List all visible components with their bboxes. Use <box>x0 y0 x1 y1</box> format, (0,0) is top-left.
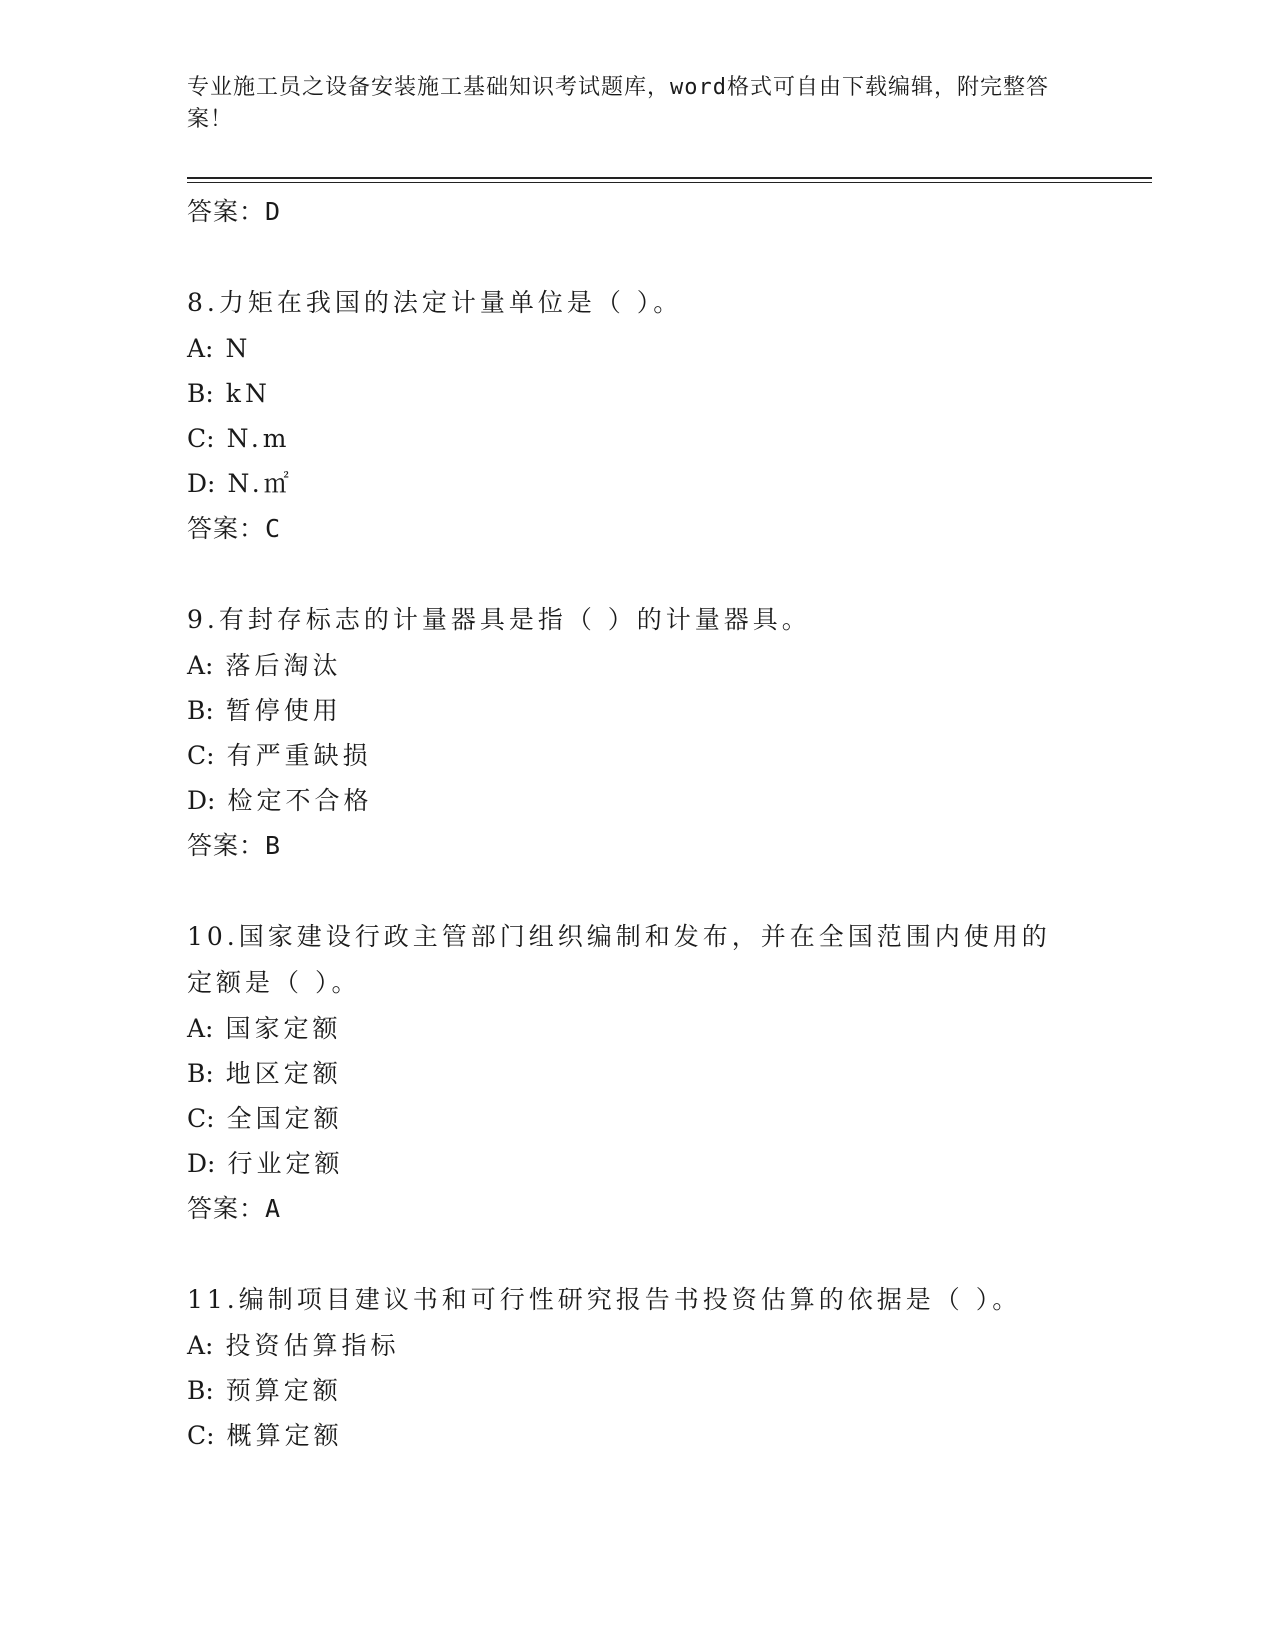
answer-label: 答案： <box>187 1194 266 1223</box>
option-d: D: 行业定额 <box>187 1149 344 1178</box>
answer-label: 答案： <box>187 197 266 226</box>
option-a: A: 落后淘汰 <box>187 651 342 680</box>
answer-line <box>187 823 1087 869</box>
question-stem: 11.编制项目建议书和可行性研究报告书投资估算的依据是（ ）。 <box>187 1285 1022 1314</box>
option-d: D: 检定不合格 <box>187 786 373 815</box>
option-b: B: 暂停使用 <box>187 696 342 725</box>
option-c: C: N.m <box>187 424 291 453</box>
option-b: B: kN <box>187 379 271 408</box>
header-text: 专业施工员之设备安装施工基础知识考试题库，word格式可自由下载编辑，附完整答案！ <box>187 75 1049 132</box>
option-a: A: N <box>187 334 252 363</box>
option-c: C: 有严重缺损 <box>187 741 372 770</box>
answer-value: D <box>265 197 282 226</box>
answer-label: 答案： <box>187 831 266 860</box>
answer-line <box>187 1186 1087 1232</box>
header-rule-thin <box>187 182 1152 183</box>
spacer <box>187 1232 1087 1277</box>
option-d: D: N.㎡ <box>187 469 293 498</box>
document-header <box>187 72 1067 136</box>
option-b: B: 地区定额 <box>187 1059 342 1088</box>
header-rule-thick <box>187 177 1152 179</box>
spacer <box>187 869 1087 914</box>
question-stem: 10.国家建设行政主管部门组织编制和发布，并在全国范围内使用的定额是（ ）。 <box>187 922 1051 997</box>
question-block <box>187 1277 1087 1458</box>
option-a: A: 国家定额 <box>187 1014 342 1043</box>
option-c: C: 全国定额 <box>187 1104 343 1133</box>
question-stem: 9.有封存标志的计量器具是指（ ）的计量器具。 <box>187 605 811 634</box>
answer-value: B <box>265 831 282 860</box>
option-c: C: 概算定额 <box>187 1421 343 1450</box>
question-block <box>187 280 1087 552</box>
question-list <box>187 189 1087 1458</box>
option-b: B: 预算定额 <box>187 1376 342 1405</box>
answer-value: A <box>265 1194 282 1223</box>
answer-line <box>187 506 1087 552</box>
answer-value: C <box>265 514 282 543</box>
question-block <box>187 914 1087 1232</box>
question-block <box>187 597 1087 869</box>
spacer <box>187 235 1087 280</box>
option-a: A: 投资估算指标 <box>187 1331 400 1360</box>
answer-label: 答案： <box>187 514 266 543</box>
answer-line <box>187 189 1087 235</box>
question-stem: 8.力矩在我国的法定计量单位是（ ）。 <box>187 288 683 317</box>
spacer <box>187 552 1087 597</box>
